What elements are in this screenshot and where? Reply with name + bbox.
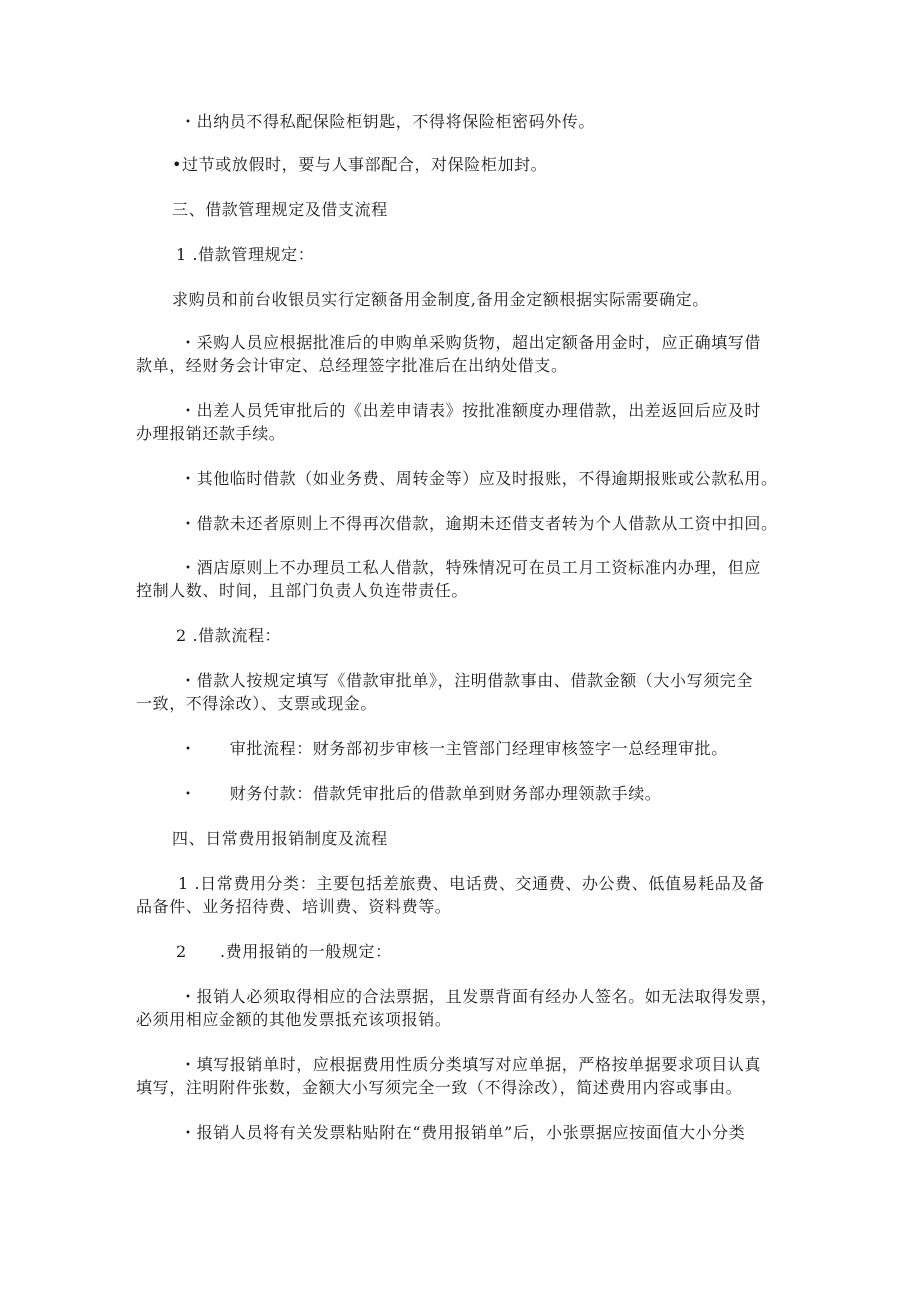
paragraph-invoice-attachment: ・报销人员将有关发票粘贴附在“费用报销单”后，小张票据应按面值大小分类 [180,1123,746,1142]
paragraph-holiday-seal-rule: •过节或放假时，要与人事部配合，对保险柜加封。 [172,155,548,174]
paragraph-finance-payment: ・ 财务付款：借款凭审批后的借款单到财务部办理领款手续。 [180,784,662,803]
paragraph-purchasing-loan-line-1: ・采购人员应根据批准后的申购单采购货物，超出定额备用金时，应正确填写借 [180,333,762,352]
section-heading-expense-reimbursement: 四、日常费用报销制度及流程 [172,829,388,848]
paragraph-expense-categories-line-2: 品备件、业务招待费、培训费、资料费等。 [136,897,452,916]
subheading-loan-process: 2 .借款流程： [176,626,282,645]
paragraph-loan-application-line-2: 一致，不得涂改）、支票或现金。 [136,694,378,713]
subheading-loan-rules: 1 .借款管理规定： [176,245,315,264]
paragraph-petty-cash: 求购员和前台收银员实行定额备用金制度,备用金定额根据实际需要确定。 [172,290,709,309]
paragraph-form-filling-line-2: 填写，注明附件张数，金额大小写须完全一致（不得涂改），简述费用内容或事由。 [136,1078,743,1097]
paragraph-temporary-loan: ・其他临时借款（如业务费、周转金等）应及时报账，不得逾期报账或公款私用。 [180,469,778,488]
paragraph-unpaid-loan: ・借款未还者原则上不得再次借款，逾期未还借支者转为个人借款从工资中扣回。 [180,514,778,533]
paragraph-form-filling-line-1: ・填写报销单时，应根据费用性质分类填写对应单据，严格按单据要求项目认真 [180,1055,762,1074]
paragraph-approval-process: ・ 审批流程：财务部初步审核一主管部门经理审核签字一总经理审批。 [180,739,728,758]
paragraph-purchasing-loan-line-2: 款单，经财务会计审定、总经理签字批准后在出纳处借支。 [136,356,568,375]
paragraph-invoice-requirement-line-2: 必须用相应金额的其他发票抵充该项报销。 [136,1010,452,1029]
paragraph-expense-categories-line-1: 1 .日常费用分类：主要包括差旅费、电话费、交通费、办公费、低值易耗品及备 [178,874,765,893]
paragraph-travel-loan-line-2: 办理报销还款手续。 [136,424,286,443]
paragraph-personal-loan-line-2: 控制人数、时间，且部门负责人负连带责任。 [136,581,469,600]
subheading-general-reimbursement-rules: 2 .费用报销的一般规定： [176,942,392,961]
paragraph-safe-key-rule: ・出纳员不得私配保险柜钥匙，不得将保险柜密码外传。 [180,112,596,131]
paragraph-loan-application-line-1: ・借款人按规定填写《借款审批单》，注明借款事由、借款金额（大小写须完全 [180,671,754,690]
paragraph-invoice-requirement-line-1: ・报销人必须取得相应的合法票据，且发票背面有经办人签名。如无法取得发票， [180,987,778,1006]
section-heading-loan-management: 三、借款管理规定及借支流程 [172,200,388,219]
paragraph-travel-loan-line-1: ・出差人员凭审批后的《出差申请表》按批准额度办理借款，出差返回后应及时 [180,401,762,420]
paragraph-personal-loan-line-1: ・酒店原则上不办理员工私人借款，特殊情况可在员工月工资标准内办理，但应 [180,558,762,577]
